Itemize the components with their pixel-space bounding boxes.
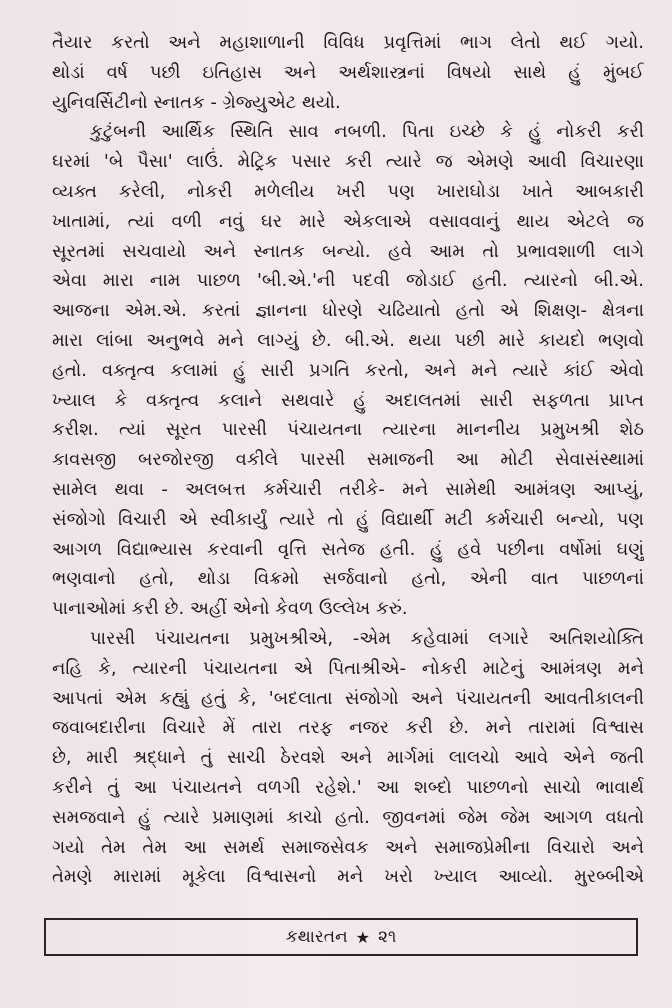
text-line: આગળ વિદ્યાભ્યાસ કરવાની વૃત્તિ સતેજ હતી. હું હવે પછીના વર્ષોમાં ઘણું (52, 538, 644, 560)
text-line: હતો. વક્તૃત્વ કલામાં હું સારી પ્રગતિ કરતો, અને મને ત્યારે કાંઈ એવો (52, 359, 644, 381)
text-line: સંજોગો વિચારી એ સ્વીકાર્યું ત્યારે તો હું વિદ્યાર્થી મટી કર્મચારી બન્યો, પણ (52, 508, 644, 530)
text-line: થોડાં વર્ષ પછી ઇતિહાસ અને અર્થશાસ્ત્રનાં વિષયો સાથે હું મુંબઈ (52, 61, 644, 83)
page-number: ૨૧ (377, 927, 397, 947)
text-line: આપતાં એમ કહ્યું હતું કે, 'બદલાતા સંજોગો અને પંચાયતની આવતીકાલની (52, 687, 644, 709)
text-line: ખાતામાં, ત્યાં વળી નવું ઘર મારે એકલાએ વસાવવાનું થાય એટલે જ (52, 210, 644, 232)
page-footer (44, 918, 638, 956)
text-line: સામેલ થવા - અલબત્ત કર્મચારી તરીકે- મને સામેથી આમંત્રણ આપ્યું, (52, 478, 644, 500)
text-line: સૂરતમાં સચવાયો અને સ્નાતક બન્યો. હવે આમ તો પ્રભાવશાળી લાગે (52, 240, 644, 262)
footer-content (286, 927, 397, 947)
star-icon: ★ (355, 927, 370, 947)
text-line: આજના એમ.એ. કરતાં જ્ઞાનના ધોરણે ચઢિયાતો હતો એ શિક્ષણ- ક્ષેત્રના (52, 300, 644, 322)
text-line: ગયો તેમ તેમ આ સમર્થ સમાજસેવક અને સમાજપ્રેમીના વિચારો અને (52, 836, 644, 858)
text-line: પારસી પંચાયતના પ્રમુખશ્રીએ, -એમ કહેવામાં લગારે અતિશયોક્તિ (90, 627, 644, 649)
text-line: ભણવાનો હતો, થોડા વિક્રમો સર્જવાનો હતો, એની વાત પાછળનાં (52, 568, 644, 590)
text-line: તૈયાર કરતો અને મહાશાળાની વિવિધ પ્રવૃત્તિમાં ભાગ લેતો થઈ ગયો. (52, 32, 644, 53)
text-line: સમજવાને હું ત્યારે પ્રમાણમાં કાચો હતો. જીવનમાં જેમ જેમ આગળ વધતો (52, 806, 644, 828)
text-line: ઘરમાં 'બે પૈસા' લાઉં. મેટ્રિક પસાર કરી ત્યારે જ એમણે આવી વિચારણા (52, 151, 644, 173)
text-line: વ્યક્ત કરેલી, નોકરી મળેલીય ખરી પણ ખારાઘોડા ખાતે આબકારી (52, 180, 644, 202)
text-line: જવાબદારીના વિચારે મેં તારા તરફ નજર કરી છે. મને તારામાં વિશ્વાસ (52, 717, 644, 739)
text-line: ખ્યાલ કે વક્તૃત્વ કલાને સથવારે હું અદાલતમાં સારી સફળતા પ્રાપ્ત (52, 389, 644, 411)
text-line: કુટુંબની આર્થિક સ્થિતિ સાવ નબળી. પિતા ઇચ્છે કે હું નોકરી કરી (90, 121, 644, 143)
text-line: કરીને તું આ પંચાયતને વળગી રહેશે.' આ શબ્દો પાછળનો સાચો ભાવાર્થ (52, 776, 644, 798)
body-text (52, 28, 644, 892)
book-title: કથારતન (285, 927, 348, 947)
text-line: એવા મારા નામ પાછળ 'બી.એ.'ની પદવી જોડાઈ હતી. ત્યારનો બી.એ. (52, 270, 644, 292)
text-line: નહિ કે, ત્યારની પંચાયતના એ પિતાશ્રીએ- નોકરી માટેનું આમંત્રણ મને (52, 657, 644, 679)
text-line: યુનિવર્સિટીનો સ્નાતક - ગ્રેજ્યુએટ થયો. (52, 91, 341, 113)
text-line: મારા લાંબા અનુભવે મને લાગ્યું છે. બી.એ. થયા પછી મારે કાયદો ભણવો (52, 329, 644, 351)
text-line: પાનાઓમાં કરી છે. અહીં એનો કેવળ ઉલ્લેખ કરું. (52, 598, 408, 620)
text-line: તેમણે મારામાં મૂકેલા વિશ્વાસનો મને ખરો ખ્યાલ આવ્યો. મુરબ્બીએ (52, 866, 644, 888)
text-line: કાવસજી બરજોરજી વકીલે પારસી સમાજની આ મોટી સેવાસંસ્થામાં (52, 449, 644, 471)
text-line: કરીશ. ત્યાં સૂરત પારસી પંચાયતના ત્યારના માનનીય પ્રમુખશ્રી શેઠ (52, 419, 644, 441)
text-line: છે, મારી શ્રદ્ધાને તું સાચી ઠેરવશે અને માર્ગમાં લાલચો આવે એને જતી (52, 747, 644, 769)
